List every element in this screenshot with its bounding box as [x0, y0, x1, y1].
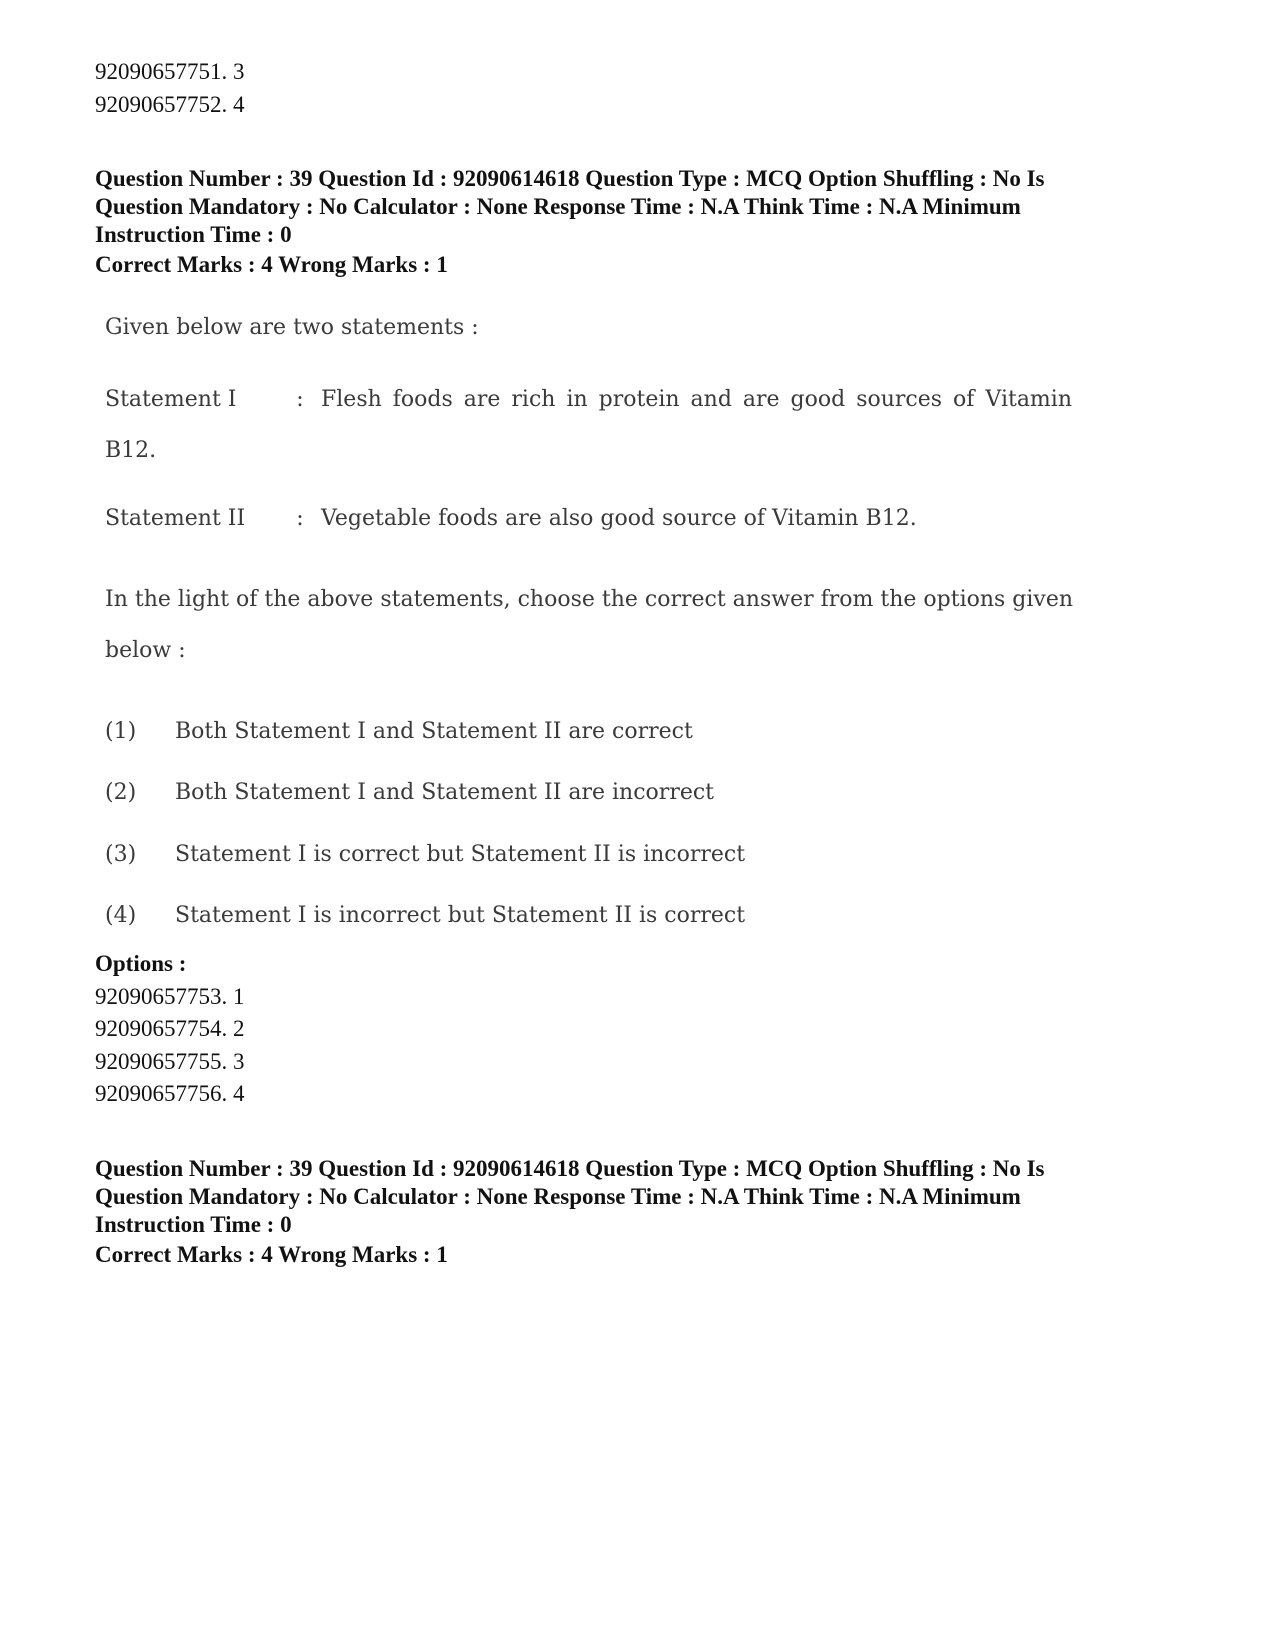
question-meta-line-3: Instruction Time : 0 — [95, 222, 292, 247]
question-meta-line-2: Question Mandatory : No Calculator : None Response Time : N.A Think Time : N.A Minimum — [95, 194, 1021, 219]
question-meta-line-1: Question Number : 39 Question Id : 92090614618 Question Type : MCQ Option Shuffling : No Is — [95, 1156, 1045, 1181]
question-header-2 — [95, 1155, 1045, 1239]
choice-number: (4) — [105, 903, 137, 928]
statement-1 — [105, 386, 1072, 414]
choice-2 — [105, 779, 714, 807]
statement-2-colon: : — [296, 506, 304, 531]
option-4: 92090657756. 4 — [95, 1081, 245, 1106]
statement-2 — [105, 505, 917, 533]
statement-1-colon: : — [296, 387, 304, 412]
option-1: 92090657753. 1 — [95, 984, 245, 1009]
statement-2-label: Statement II — [105, 506, 246, 531]
choice-4 — [105, 902, 745, 930]
question-intro: Given below are two statements : — [105, 315, 479, 340]
statement-1-text: Flesh foods are rich in protein and are good sources of Vitamin — [321, 387, 1072, 412]
prev-option-3: 92090657751. 3 — [95, 59, 245, 84]
statement-1-continuation: B12. — [105, 438, 157, 463]
question-meta-line-3: Instruction Time : 0 — [95, 1212, 292, 1237]
choice-text: Both Statement I and Statement II are incorrect — [175, 780, 715, 805]
marks-line: Correct Marks : 4 Wrong Marks : 1 — [95, 252, 448, 277]
instruction-line-1: In the light of the above statements, choose the correct answer from the options given — [105, 587, 1074, 612]
question-header — [95, 165, 1045, 249]
choice-number: (2) — [105, 780, 137, 805]
choice-number: (1) — [105, 719, 137, 744]
choice-text: Both Statement I and Statement II are correct — [175, 719, 693, 744]
choice-text: Statement I is incorrect but Statement II is correct — [175, 903, 746, 928]
instruction-line-2: below : — [105, 638, 186, 663]
question-meta-line-2: Question Mandatory : No Calculator : None Response Time : N.A Think Time : N.A Minimum — [95, 1184, 1021, 1209]
choice-3 — [105, 841, 745, 869]
prev-option-4: 92090657752. 4 — [95, 92, 245, 117]
marks-line-2: Correct Marks : 4 Wrong Marks : 1 — [95, 1242, 448, 1267]
choice-number: (3) — [105, 842, 137, 867]
choice-1 — [105, 718, 693, 746]
statement-1-label: Statement I — [105, 387, 237, 412]
statement-2-text: Vegetable foods are also good source of Vitamin B12. — [321, 506, 917, 531]
question-meta-line-1: Question Number : 39 Question Id : 92090614618 Question Type : MCQ Option Shuffling : No Is — [95, 166, 1045, 191]
choice-text: Statement I is correct but Statement II is incorrect — [175, 842, 746, 867]
option-3: 92090657755. 3 — [95, 1049, 245, 1074]
options-heading: Options : — [95, 951, 187, 976]
option-2: 92090657754. 2 — [95, 1016, 245, 1041]
